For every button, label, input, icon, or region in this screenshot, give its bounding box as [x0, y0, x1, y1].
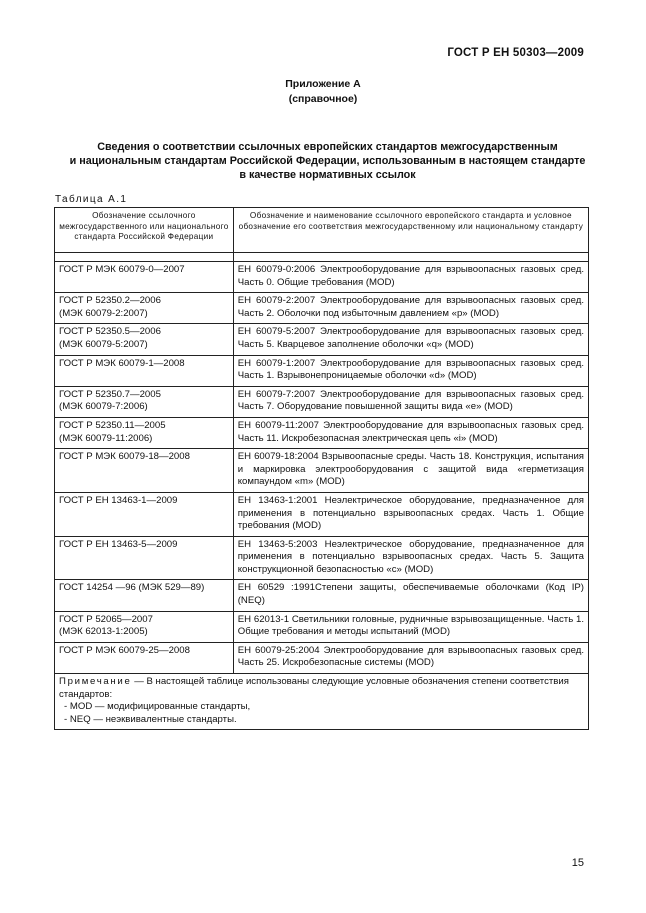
- european-standard-cell: ЕН 60079-7:2007 Электрооборудование для взрывоопасных газовых сред. Часть 7. Оборудование повышенной защиты вида «е» (MOD): [233, 386, 588, 417]
- reference-standard-cell: [55, 293, 234, 324]
- table-row: [55, 449, 589, 493]
- reference-standard-line: (МЭК 60079-5:2007): [59, 338, 148, 350]
- reference-standard-line: ГОСТ Р МЭК 60079-1—2008: [59, 357, 185, 369]
- note-item: - NEQ — неэквивалентные стандарты.: [64, 713, 237, 725]
- table-row: [55, 580, 589, 611]
- table-row: [55, 262, 589, 293]
- table-row: [55, 324, 589, 355]
- european-standard-cell: ЕН 60079-0:2006 Электрооборудование для взрывоопасных газовых сред. Часть 0. Общие требования (MOD): [233, 262, 588, 293]
- reference-standard-cell: [55, 449, 234, 493]
- table-row: [55, 536, 589, 580]
- caption-line: и национальным стандартам Российской Федерации, использованным в настоящем стандарте: [69, 155, 586, 167]
- document-code: ГОСТ Р ЕН 50303—2009: [447, 47, 584, 59]
- column-header-designation: Обозначение и наименование ссылочного европейского стандарта и условное обозначение его соответствия межгосударственному или национальному стандарту: [233, 208, 588, 253]
- reference-standard-line: ГОСТ Р 52350.7—2005: [59, 388, 161, 400]
- european-standard-cell: ЕН 60079-18:2004 Взрывоопасные среды. Часть 18. Конструкция, испытания и маркировка электрооборудования с защитой вида «герметизация компаундом «m» (MOD): [233, 449, 588, 493]
- reference-standard-line: ГОСТ Р 52065—2007: [59, 613, 153, 625]
- note-item: - MOD — модифицированные стандарты,: [64, 701, 251, 713]
- reference-standard-line: ГОСТ Р 52350.5—2006: [59, 326, 161, 338]
- table-row: [55, 293, 589, 324]
- reference-standard-cell: [55, 262, 234, 293]
- table-row: [55, 492, 589, 536]
- note-text: — В настоящей таблице использованы следующие условные обозначения степени соответствия стандартов:: [59, 676, 569, 700]
- table-note: [55, 674, 589, 730]
- note-row: [55, 674, 589, 730]
- european-standard-cell: ЕН 13463-1:2001 Неэлектрическое оборудование, предназначенное для применения в потенциально взрывоопасных средах. Часть 1. Общие требования (MOD): [233, 492, 588, 536]
- table-row: [55, 355, 589, 386]
- appendix-title: Приложение А: [285, 78, 361, 90]
- european-standard-cell: ЕН 60079-1:2007 Электрооборудование для взрывоопасных газовых сред. Часть 1. Взрывонепроницаемые оболочки «d» (MOD): [233, 355, 588, 386]
- table-spacer-row: [55, 253, 589, 262]
- reference-standard-cell: [55, 580, 234, 611]
- appendix-subtitle: (справочное): [288, 93, 358, 105]
- reference-standard-line: ГОСТ Р МЭК 60079-0—2007: [59, 264, 185, 275]
- page-number: 15: [571, 857, 584, 869]
- reference-standard-cell: [55, 642, 234, 673]
- reference-standard-line: ГОСТ Р 52350.11—2005: [59, 419, 166, 431]
- reference-standard-line: ГОСТ Р МЭК 60079-25—2008: [59, 644, 190, 656]
- european-standard-cell: ЕН 60529 :1991Степени защиты, обеспечиваемые оболочками (Код IP) (NEQ): [233, 580, 588, 611]
- standards-table: [54, 207, 589, 730]
- table-header-row: [55, 208, 589, 253]
- reference-standard-cell: [55, 386, 234, 417]
- reference-standard-cell: [55, 492, 234, 536]
- reference-standard-cell: [55, 355, 234, 386]
- reference-standard-line: ГОСТ Р ЕН 13463-5—2009: [59, 538, 178, 550]
- reference-standard-cell: [55, 324, 234, 355]
- reference-standard-line: (МЭК 62013-1:2005): [59, 626, 148, 638]
- reference-standard-line: ГОСТ Р ЕН 13463-1—2009: [59, 494, 178, 506]
- reference-standard-cell: [55, 417, 234, 448]
- table-row: [55, 417, 589, 448]
- reference-standard-line: ГОСТ Р МЭК 60079-18—2008: [59, 451, 190, 463]
- table-label: Таблица А.1: [55, 194, 128, 205]
- reference-standard-line: (МЭК 60079-7:2006): [59, 401, 148, 413]
- european-standard-cell: ЕН 60079-2:2007 Электрооборудование для взрывоопасных газовых сред. Часть 2. Оболочки под избыточным давлением «р» (MOD): [233, 293, 588, 324]
- european-standard-cell: ЕН 60079-11:2007 Электрооборудование для взрывоопасных газовых сред. Часть 11. Искробезопасная электрическая цепь «i» (MOD): [233, 417, 588, 448]
- european-standard-cell: ЕН 62013-1 Светильники головные, рудничные взрывозащищенные. Часть 1. Общие требования и методы испытаний (MOD): [233, 611, 588, 642]
- european-standard-cell: ЕН 60079-5:2007 Электрооборудование для взрывоопасных газовых сред. Часть 5. Кварцевое заполнение оболочки «q» (MOD): [233, 324, 588, 355]
- reference-standard-cell: [55, 611, 234, 642]
- reference-standard-line: (МЭК 60079-11:2006): [59, 432, 153, 444]
- table-row: [55, 386, 589, 417]
- european-standard-cell: ЕН 13463-5:2003 Неэлектрическое оборудование, предназначенное для применения в потенциально взрывоопасных средах. Часть 5. Защита конструкционной безопасностью «с» (MOD): [233, 536, 588, 580]
- note-lead: Примечание: [59, 676, 132, 688]
- european-standard-cell: ЕН 60079-25:2004 Электрооборудование для взрывоопасных газовых сред. Часть 25. Искробезопасные системы (MOD): [233, 642, 588, 673]
- reference-standard-cell: [55, 536, 234, 580]
- table-row: [55, 611, 589, 642]
- reference-standard-line: ГОСТ 14254 —96 (МЭК 529—89): [59, 582, 205, 594]
- column-header-reference: Обозначение ссылочного межгосударственного или национального стандарта Российской Федерации: [55, 208, 234, 253]
- caption-line: Сведения о соответствии ссылочных европейских стандартов межгосударственным: [97, 141, 558, 153]
- table-row: [55, 642, 589, 673]
- caption-line: в качестве нормативных ссылок: [239, 169, 416, 181]
- table-body: [55, 253, 589, 674]
- table-caption: [60, 140, 595, 182]
- reference-standard-line: (МЭК 60079-2:2007): [59, 307, 148, 319]
- reference-standard-line: ГОСТ Р 52350.2—2006: [59, 295, 161, 307]
